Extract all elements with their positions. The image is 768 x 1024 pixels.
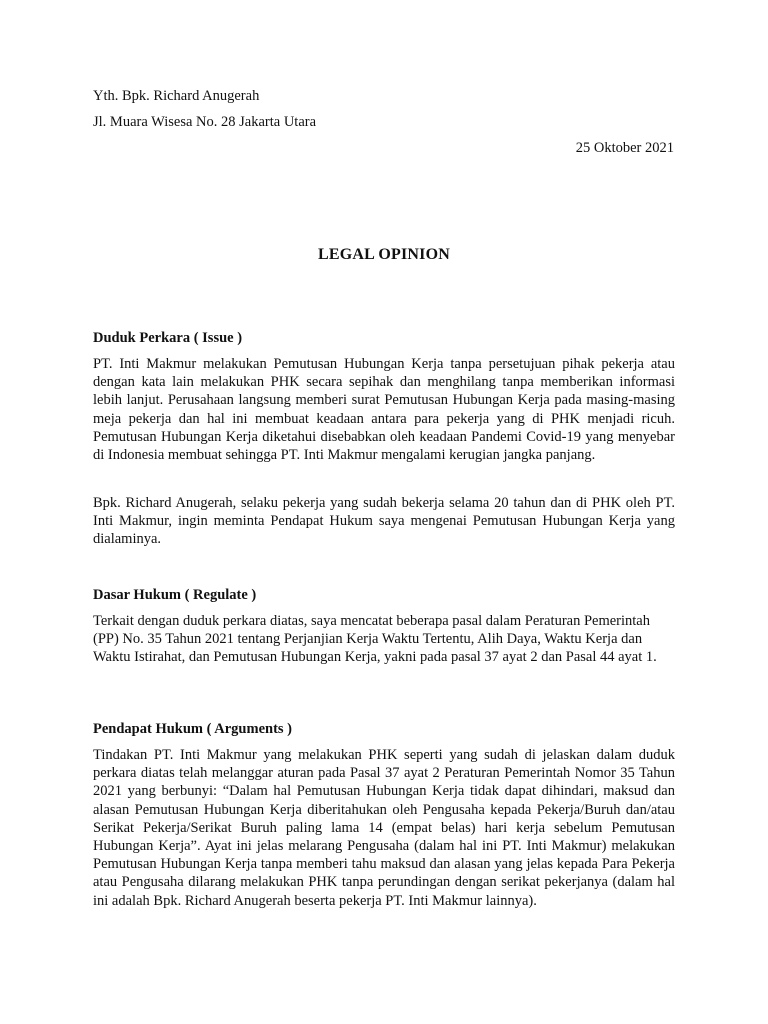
regulate-paragraph: Terkait dengan duduk perkara diatas, saya mencatat beberapa pasal dalam Peraturan Pemerintah (PP) No. 35 Tahun 2021 tentang Perjanjian Kerja Waktu Tertentu, Alih Daya, Waktu Kerja dan Waktu Istirahat, dan Pemutusan Hubungan Kerja, yakni pada pasal 37 ayat 2 dan Pasal 44 ayat 1.	[93, 613, 657, 666]
issue-heading: Duduk Perkara ( Issue )	[93, 330, 243, 346]
regulate-heading: Dasar Hukum ( Regulate )	[93, 587, 257, 603]
recipient-name: Yth. Bpk. Richard Anugerah	[93, 88, 260, 104]
arguments-heading: Pendapat Hukum ( Arguments )	[93, 721, 292, 737]
issue-paragraph-2: Bpk. Richard Anugerah, selaku pekerja yang sudah bekerja selama 20 tahun dan di PHK oleh PT. Inti Makmur, ingin meminta Pendapat Hukum saya mengenai Pemutusan Hubungan Kerja yang dialaminya.	[93, 495, 675, 548]
letter-date: 25 Oktober 2021	[575, 140, 674, 156]
issue-paragraph-1: PT. Inti Makmur melakukan Pemutusan Hubungan Kerja tanpa persetujuan pihak pekerja atau dengan kata lain melakukan PHK secara sepihak dan menghilang tanpa memberikan informasi lebih lanjut. Perusahaan langsung memberi surat Pemutusan Hubungan Kerja pada masing-masing meja pekerja dan hal ini membuat keadaan antara para pekerja yang di PHK menjadi ricuh. Pemutusan Hubungan Kerja diketahui disebabkan oleh keadaan Pandemi Covid-19 yang menyebar di Indonesia membuat sehingga PT. Inti Makmur mengalami kerugian jangka panjang.	[93, 356, 675, 464]
recipient-address: Jl. Muara Wisesa No. 28 Jakarta Utara	[93, 114, 317, 130]
arguments-paragraph: Tindakan PT. Inti Makmur yang melakukan PHK seperti yang sudah di jelaskan dalam duduk perkara diatas telah melanggar aturan pada Pasal 37 ayat 2 Peraturan Pemerintah Nomor 35 Tahun 2021 yang berbunyi: “Dalam hal Pemutusan Hubungan Kerja tidak dapat dihindari, maksud dan alasan Pemutusan Hubungan Kerja diberitahukan oleh Pengusaha kepada Pekerja/Buruh dan/atau Serikat Pekerja/Serikat Buruh paling lama 14 (empat belas) hari kerja sebelum Pemutusan Hubungan Kerja”. Ayat ini jelas melarang Pengusaha (dalam hal ini PT. Inti Makmur) melakukan Pemutusan Hubungan Kerja tanpa memberi tahu maksud dan alasan yang jelas kepada Para Pekerja atau Pengusaha dilarang melakukan PHK tanpa perundingan dengan serikat pekerjanya (dalam hal ini adalah Bpk. Richard Anugerah beserta pekerja PT. Inti Makmur lainnya).	[93, 747, 675, 909]
document-title: LEGAL OPINION	[318, 246, 450, 263]
